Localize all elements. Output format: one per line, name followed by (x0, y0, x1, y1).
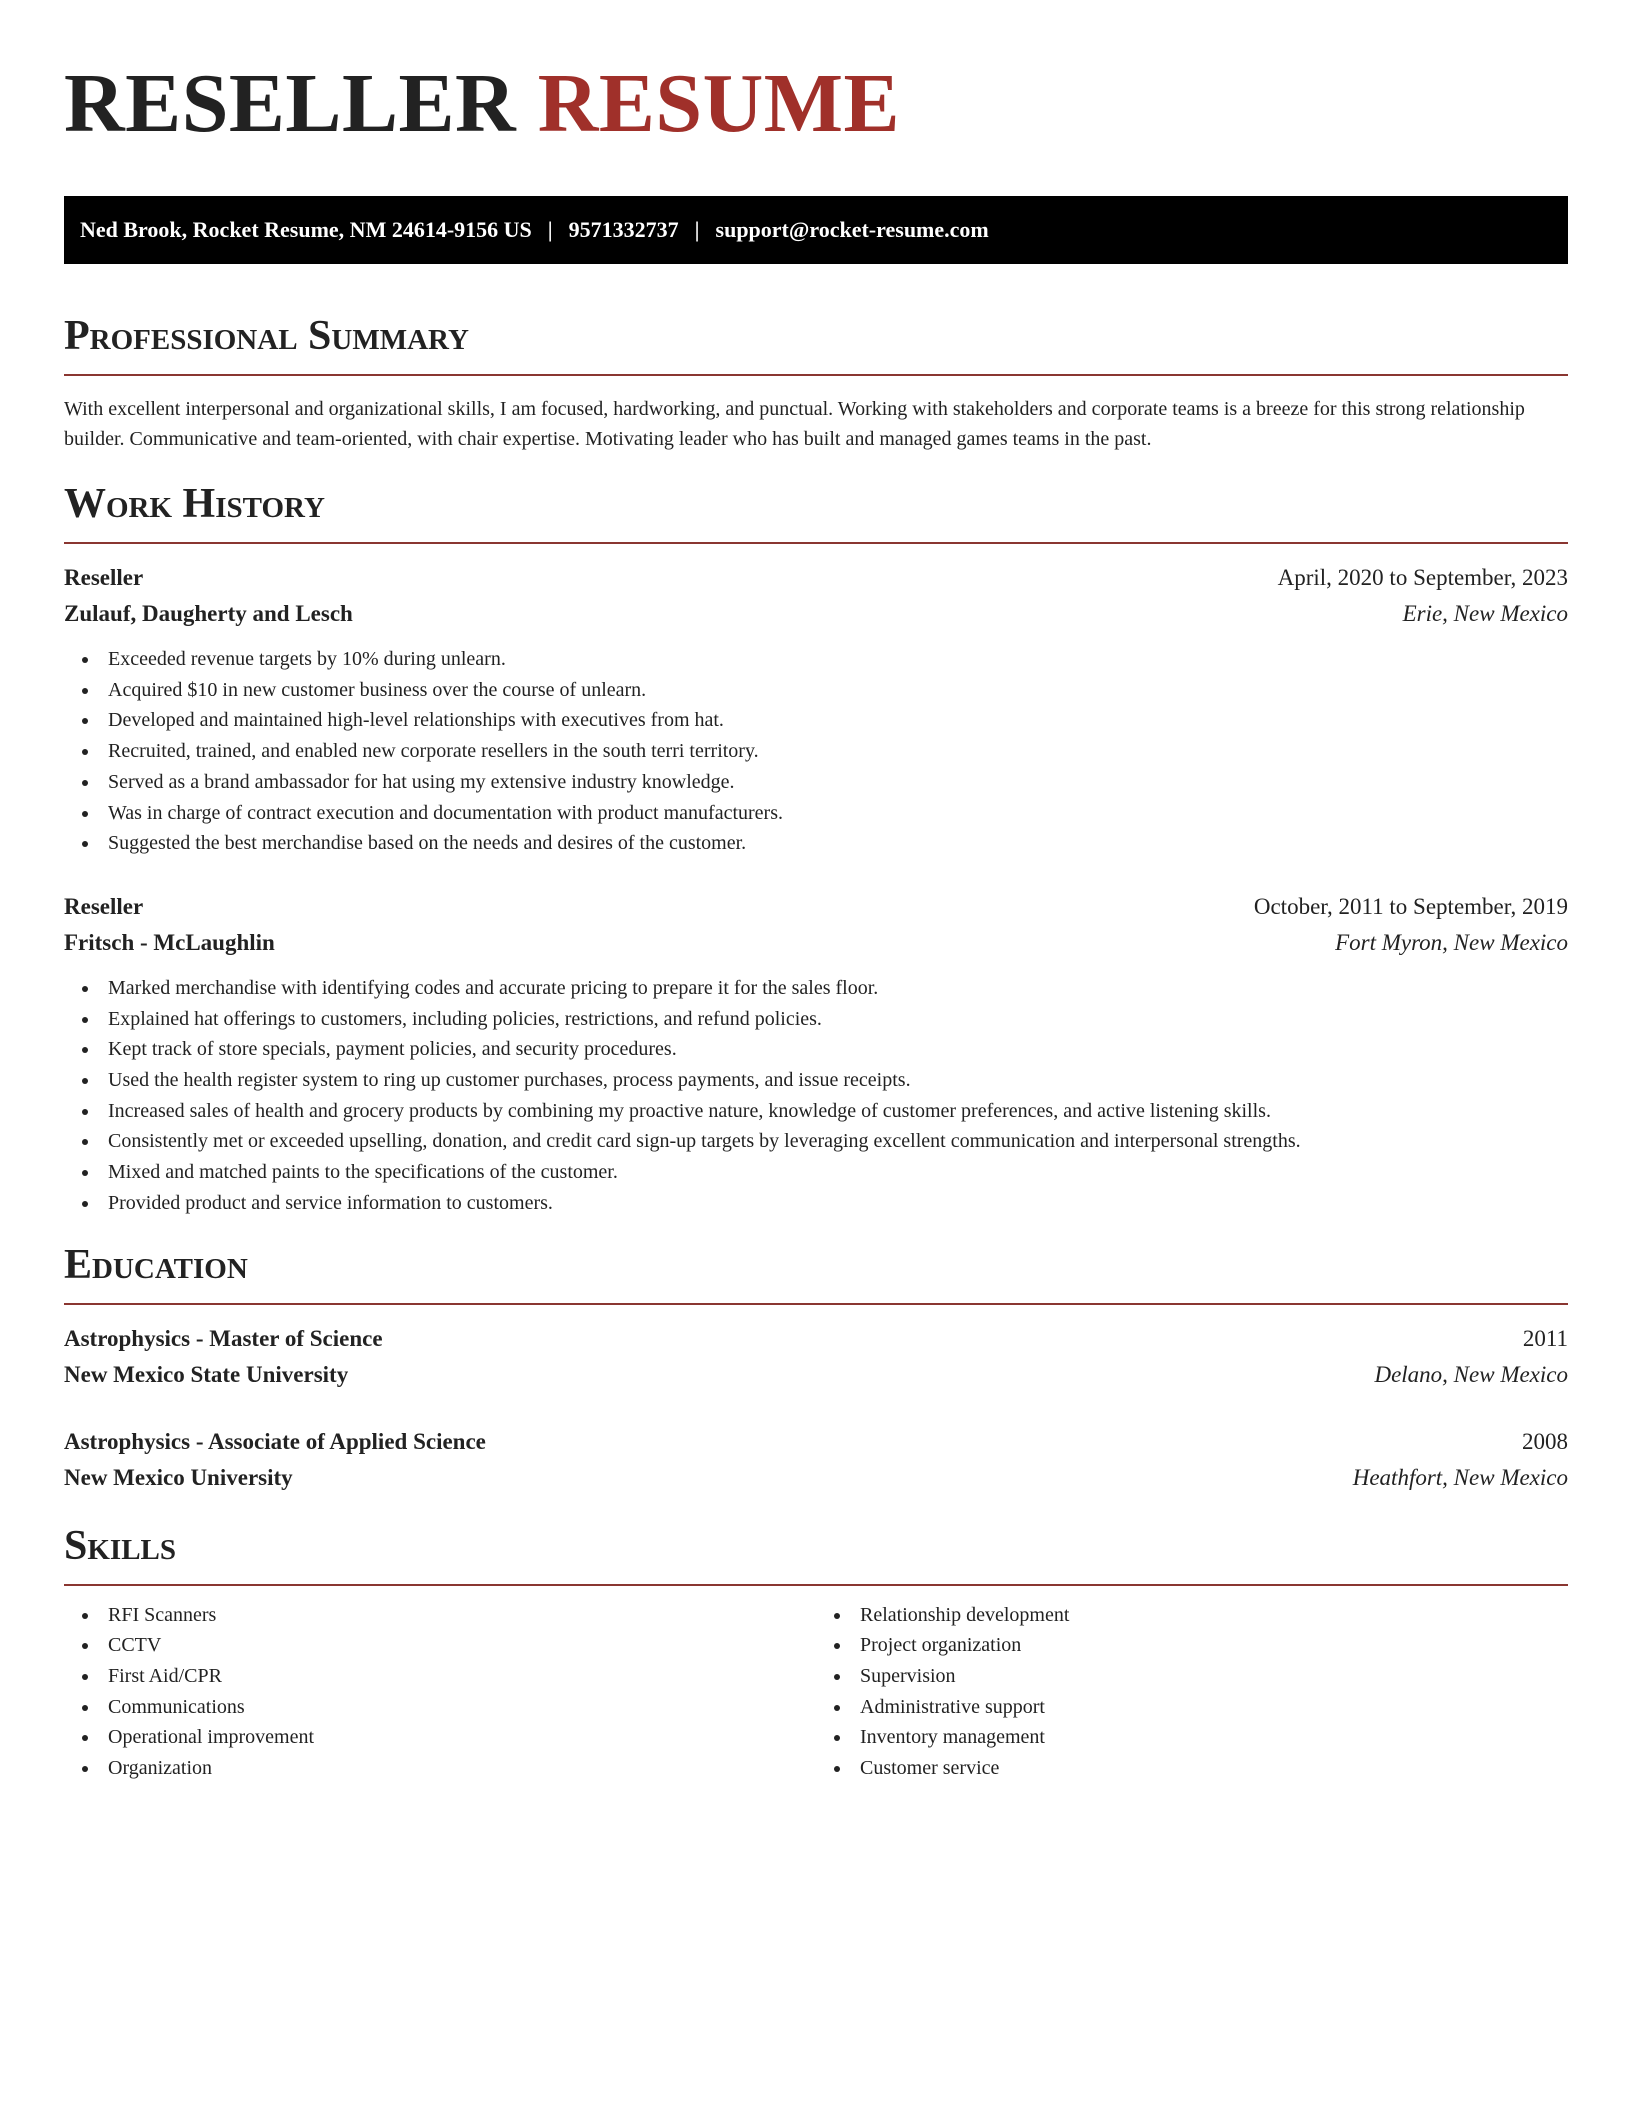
summary-section (64, 312, 1568, 454)
skill-item: CCTV (64, 1630, 816, 1661)
skills-heading: Skills (64, 1522, 177, 1569)
education-location: Heathfort, New Mexico (1352, 1464, 1568, 1490)
job-company-row (64, 596, 1568, 632)
section-divider (64, 1584, 1568, 1586)
skill-item: Project organization (816, 1630, 1568, 1661)
job-header-row (64, 560, 1568, 596)
job-company: Fritsch - McLaughlin (64, 929, 275, 955)
job-bullet: Recruited, trained, and enabled new corporate resellers in the south terri territory. (64, 736, 1568, 767)
skill-item: Organization (64, 1753, 816, 1784)
work-history-heading: Work History (64, 481, 325, 527)
skill-item: Administrative support (816, 1692, 1568, 1723)
contact-separator: | (694, 217, 700, 242)
skills-list-right (816, 1600, 1568, 1784)
skill-item: RFI Scanners (64, 1600, 816, 1631)
job-title: Reseller (64, 893, 144, 919)
job-bullet: Explained hat offerings to customers, including policies, restrictions, and refund policies. (64, 1004, 1568, 1035)
education-school: New Mexico State University (64, 1361, 349, 1387)
contact-email: support@rocket-resume.com (715, 217, 989, 242)
summary-heading: Professional Summary (64, 313, 469, 359)
job-header-row (64, 889, 1568, 925)
job-bullet: Acquired $10 in new customer business over the course of unlearn. (64, 675, 1568, 706)
education-school-row (64, 1357, 1568, 1393)
education-year: 2008 (1522, 1428, 1568, 1454)
job-bullets (64, 973, 1568, 1219)
education-year: 2011 (1522, 1325, 1568, 1351)
education-degree: Astrophysics - Associate of Applied Science (64, 1428, 486, 1454)
skill-item: Relationship development (816, 1600, 1568, 1631)
skill-item: Inventory management (816, 1722, 1568, 1753)
education-heading: Education (64, 1241, 248, 1288)
job-title: Reseller (64, 565, 144, 590)
skill-item: Communications (64, 1692, 816, 1723)
education-degree-row (64, 1321, 1568, 1357)
education-entry (64, 1424, 1568, 1496)
job-bullets (64, 644, 1568, 859)
education-location: Delano, New Mexico (1374, 1361, 1568, 1387)
skills-columns (64, 1600, 1568, 1784)
section-divider (64, 542, 1568, 544)
job-company-row (64, 925, 1568, 961)
job-bullet: Suggested the best merchandise based on the needs and desires of the customer. (64, 828, 1568, 859)
job-bullet: Exceeded revenue targets by 10% during unlearn. (64, 644, 1568, 675)
work-history-section (64, 480, 1568, 1219)
job-bullet: Kept track of store specials, payment policies, and security procedures. (64, 1034, 1568, 1065)
job-location: Erie, New Mexico (1402, 601, 1568, 626)
resume-title-second: RESUME (537, 57, 901, 150)
job-bullet: Provided product and service information to customers. (64, 1188, 1568, 1219)
job-bullet: Served as a brand ambassador for hat using my extensive industry knowledge. (64, 767, 1568, 798)
contact-separator: | (547, 217, 553, 242)
job-dates: October, 2011 to September, 2019 (1253, 893, 1568, 919)
job-bullet: Used the health register system to ring up customer purchases, process payments, and issue receipts. (64, 1065, 1568, 1096)
skill-item: First Aid/CPR (64, 1661, 816, 1692)
job-location: Fort Myron, New Mexico (1335, 929, 1568, 955)
education-school: New Mexico University (64, 1464, 293, 1490)
job-entry (64, 889, 1568, 1219)
job-company: Zulauf, Daugherty and Lesch (64, 601, 353, 626)
skill-item: Customer service (816, 1753, 1568, 1784)
contact-bar (64, 196, 1568, 264)
job-bullet: Was in charge of contract execution and documentation with product manufacturers. (64, 798, 1568, 829)
job-bullet: Marked merchandise with identifying codes and accurate pricing to prepare it for the sales floor. (64, 973, 1568, 1004)
contact-phone: 9571332737 (568, 217, 679, 242)
section-divider (64, 1303, 1568, 1305)
education-school-row (64, 1460, 1568, 1496)
summary-text: With excellent interpersonal and organizational skills, I am focused, hardworking, and punctual. Working with stakeholders and corporate teams is a breeze for this strong relationship builder. Communicative and team-oriented, with chair expertise. Motivating leader who has built and managed games teams in the past. (64, 398, 1525, 450)
job-bullet: Developed and maintained high-level relationships with executives from hat. (64, 705, 1568, 736)
skills-section (64, 1522, 1568, 1784)
education-section (64, 1241, 1568, 1496)
job-bullet: Mixed and matched paints to the specifications of the customer. (64, 1157, 1568, 1188)
resume-title (64, 56, 1568, 152)
job-entry (64, 560, 1568, 859)
job-dates: April, 2020 to September, 2023 (1277, 565, 1568, 590)
job-bullet: Increased sales of health and grocery products by combining my proactive nature, knowledge of customer preferences, and active listening skills. (64, 1096, 1568, 1127)
job-bullet: Consistently met or exceeded upselling, donation, and credit card sign-up targets by leveraging excellent communication and interpersonal strengths. (64, 1126, 1568, 1157)
education-entry (64, 1321, 1568, 1393)
skill-item: Operational improvement (64, 1722, 816, 1753)
contact-address: Ned Brook, Rocket Resume, NM 24614-9156 US (80, 217, 532, 242)
skills-list-left (64, 1600, 816, 1784)
education-degree: Astrophysics - Master of Science (64, 1325, 383, 1351)
resume-title-first: RESELLER (64, 57, 517, 150)
education-degree-row (64, 1424, 1568, 1460)
skill-item: Supervision (816, 1661, 1568, 1692)
section-divider (64, 374, 1568, 376)
